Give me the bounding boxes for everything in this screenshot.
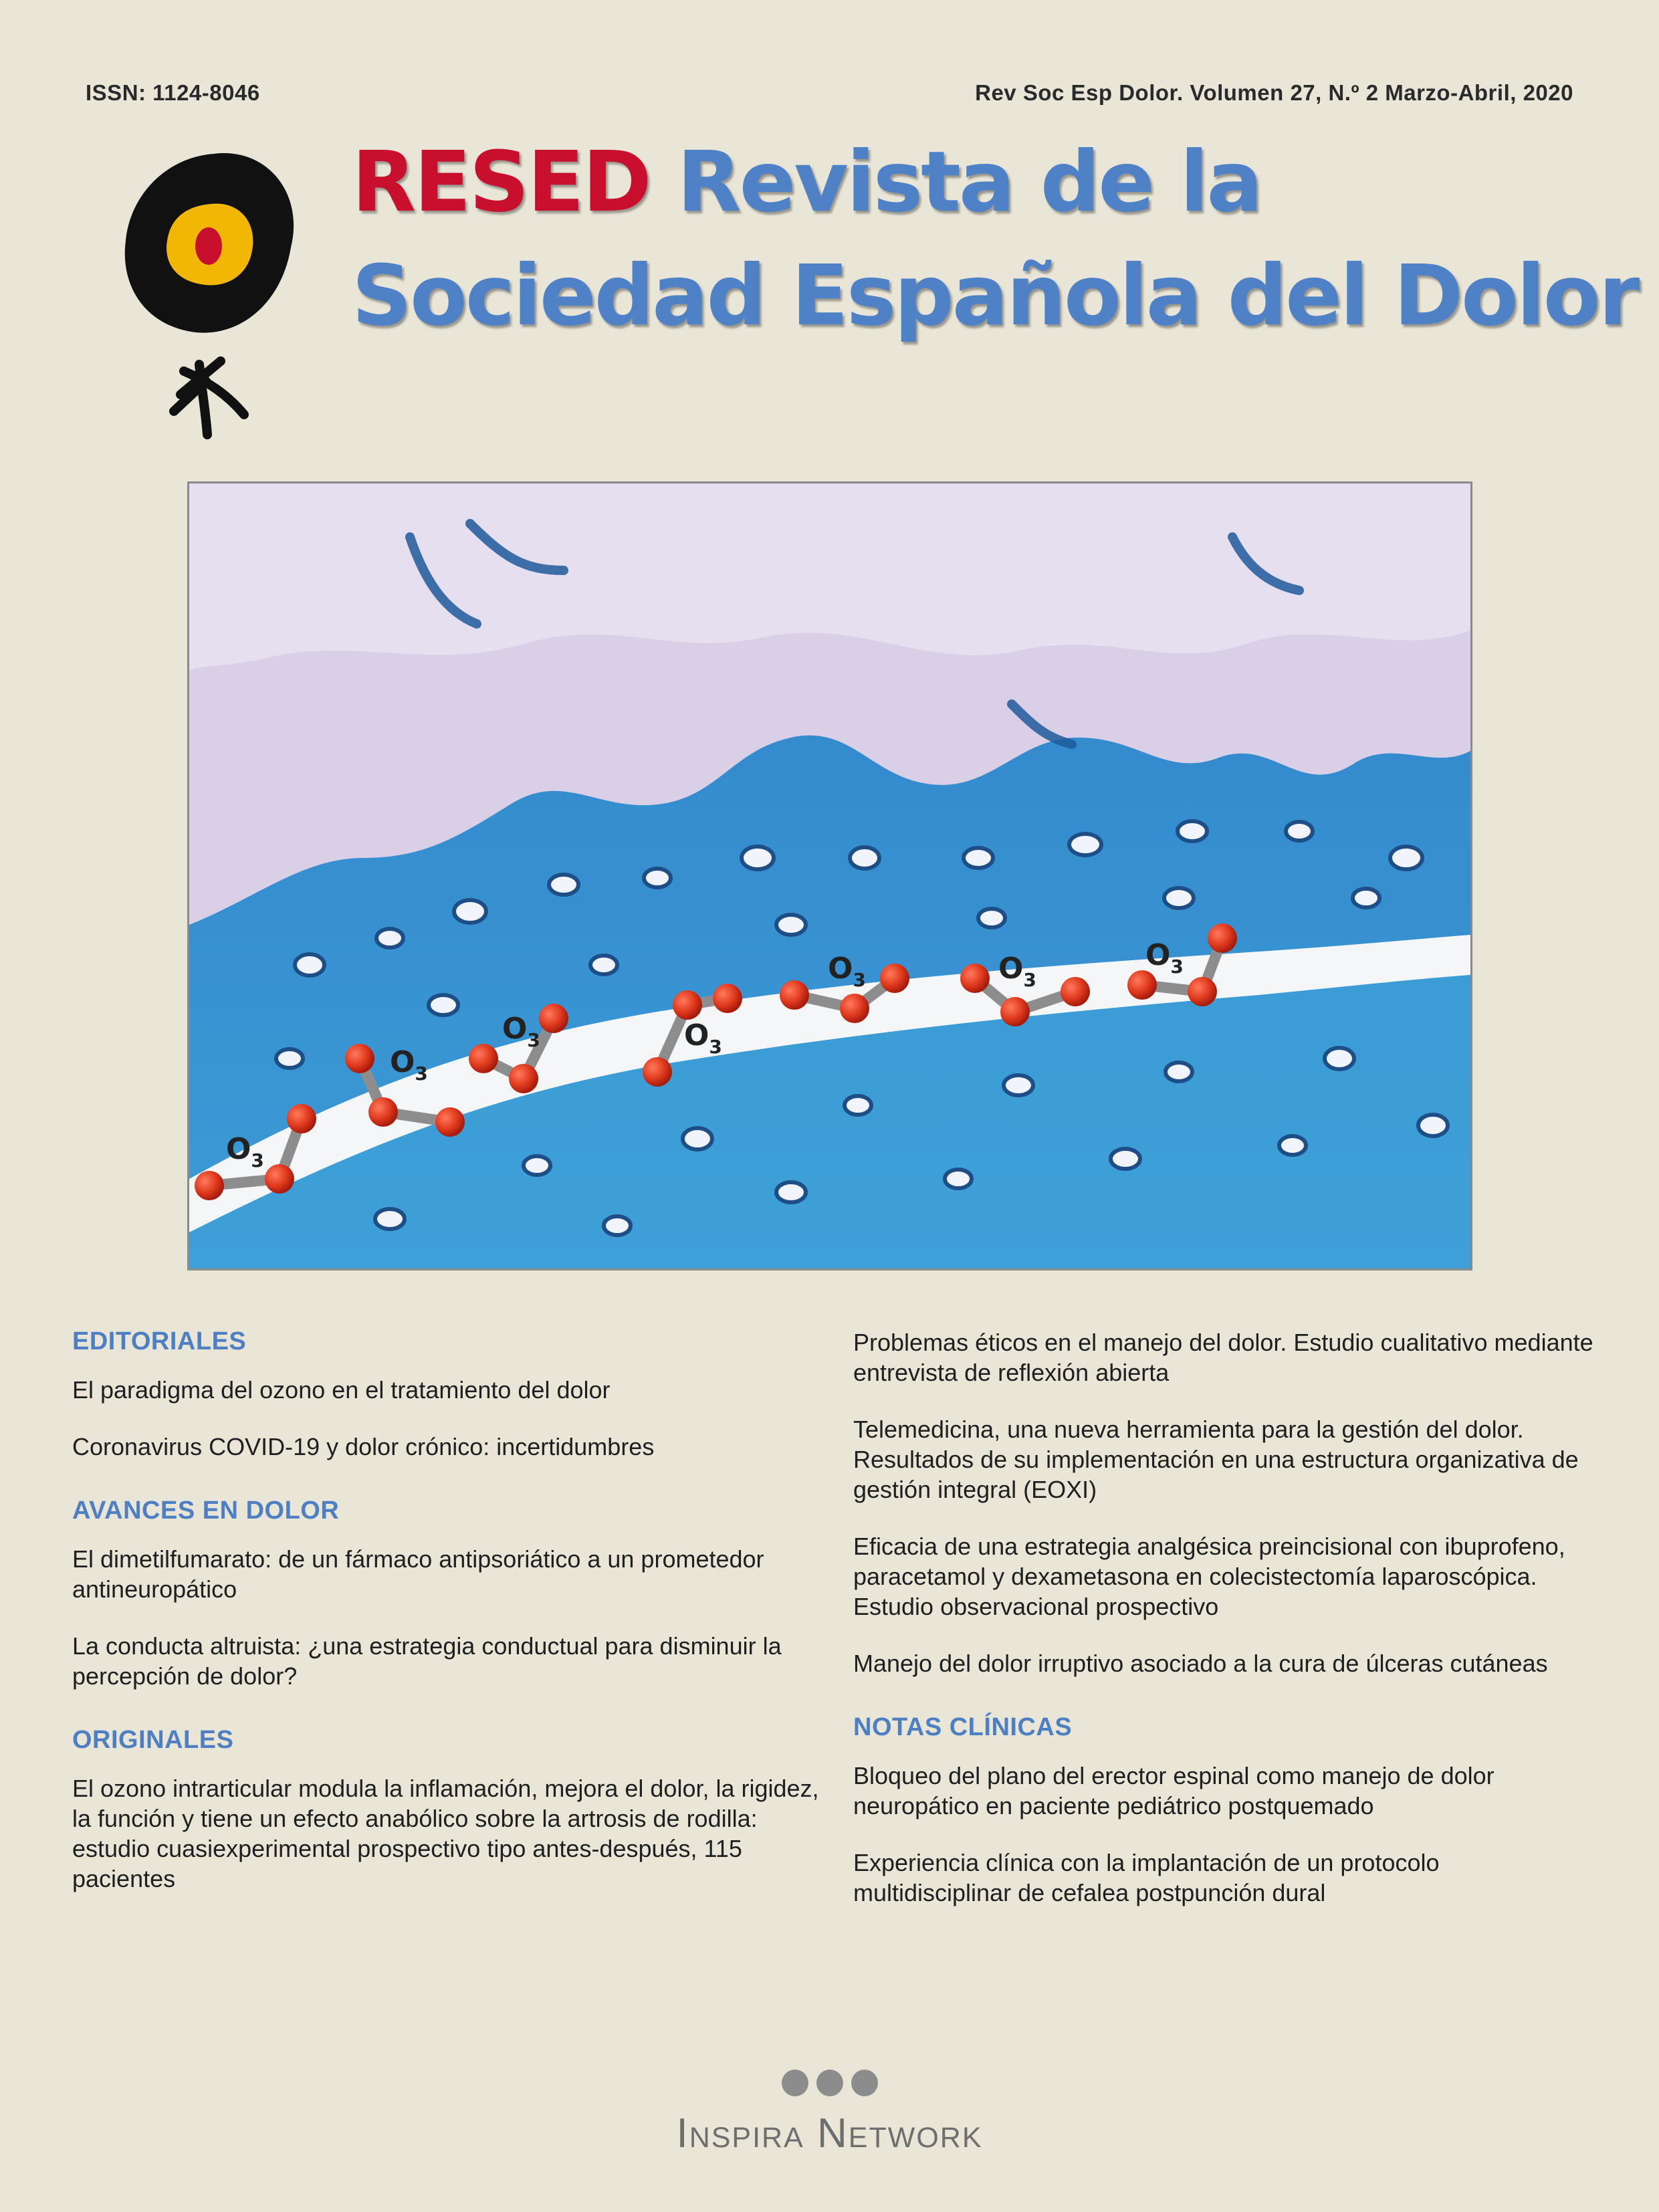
- article-title[interactable]: El ozono intrarticular modula la inflamación, mejora el dolor, la rigidez, la función y tiene un efecto anabólico sobre la artrosis de rodilla: estudio cuasiexperimental prospectivo tipo antes-después, 115 pacientes: [72, 1775, 819, 1892]
- article-title[interactable]: El dimetilfumarato: de un fármaco antipsoriático a un prometedor antineuropático: [72, 1545, 764, 1603]
- svg-text:O3: $O_3$: [390, 1045, 428, 1085]
- journal-title-text-2: Sociedad Española del Dolor: [352, 247, 1638, 344]
- article-title[interactable]: El paradigma del ozono en el tratamiento del dolor: [72, 1376, 611, 1404]
- publisher-dots-icon: [0, 2070, 1659, 2096]
- journal-title-line2: [352, 247, 1638, 344]
- article-title[interactable]: Coronavirus COVID-19 y dolor crónico: incertidumbres: [72, 1433, 655, 1460]
- section-originales-continued: [853, 1327, 1602, 1678]
- article-title[interactable]: Manejo del dolor irruptivo asociado a la cura de úlceras cutáneas: [853, 1650, 1548, 1677]
- issue-info: Rev Soc Esp Dolor. Volumen 27, N.º 2 Marzo-Abril, 2020: [975, 80, 1573, 105]
- section-heading: ORIGINALES: [72, 1726, 234, 1754]
- section-originales: [72, 1726, 821, 1894]
- journal-title-text: Revista de la: [677, 134, 1261, 231]
- svg-text:O3: $O_3$: [828, 952, 866, 991]
- article-title[interactable]: Problemas éticos en el manejo del dolor. Estudio cualitativo mediante entrevista de reflexión abierta: [853, 1329, 1593, 1386]
- cover-image: [187, 481, 1472, 1270]
- cover-illustration: [189, 483, 1470, 1268]
- svg-text:O3: $O_3$: [684, 1018, 722, 1058]
- logo-graphic: [120, 140, 308, 461]
- svg-text:O3: $O_3$: [998, 952, 1036, 991]
- article-title[interactable]: Experiencia clínica con la implantación de un protocolo multidisciplinar de cefalea postpunción dural: [853, 1849, 1440, 1906]
- publisher-name: Inspira Network: [676, 2110, 983, 2156]
- issn: ISSN: 1124-8046: [86, 80, 260, 105]
- contents-left-column: [72, 1327, 821, 1928]
- article-title[interactable]: Bloqueo del plano del erector espinal como manejo de dolor neuropático en paciente pediátrico postquemado: [853, 1762, 1495, 1819]
- contents-right-column: [853, 1327, 1602, 1943]
- publisher-footer: [0, 2070, 1659, 2157]
- section-heading: EDITORIALES: [72, 1327, 247, 1355]
- society-logo: [120, 140, 308, 461]
- section-notas-clinicas: [853, 1713, 1602, 1908]
- article-title[interactable]: Telemedicina, una nueva herramienta para la gestión del dolor. Resultados de su implementación en una estructura organizativa de gestión integral (EOXI): [853, 1416, 1579, 1503]
- section-avances: [72, 1497, 821, 1691]
- journal-title-line1: [352, 134, 1261, 231]
- journal-acronym: RESED: [352, 134, 650, 231]
- section-heading: NOTAS CLÍNICAS: [853, 1713, 1073, 1741]
- svg-text:O3: $O_3$: [226, 1132, 264, 1172]
- svg-text:O3: $O_3$: [502, 1012, 540, 1051]
- svg-text:O3: $O_3$: [1145, 938, 1184, 978]
- section-editoriales: [72, 1327, 821, 1462]
- section-heading: AVANCES EN DOLOR: [72, 1497, 340, 1525]
- article-title[interactable]: Eficacia de una estrategia analgésica preincisional con ibuprofeno, paracetamol y dexametasona en colecistectomía laparoscópica. Estudio observacional prospectivo: [853, 1533, 1565, 1620]
- article-title[interactable]: La conducta altruista: ¿una estrategia conductual para disminuir la percepción de dolor?: [72, 1632, 782, 1690]
